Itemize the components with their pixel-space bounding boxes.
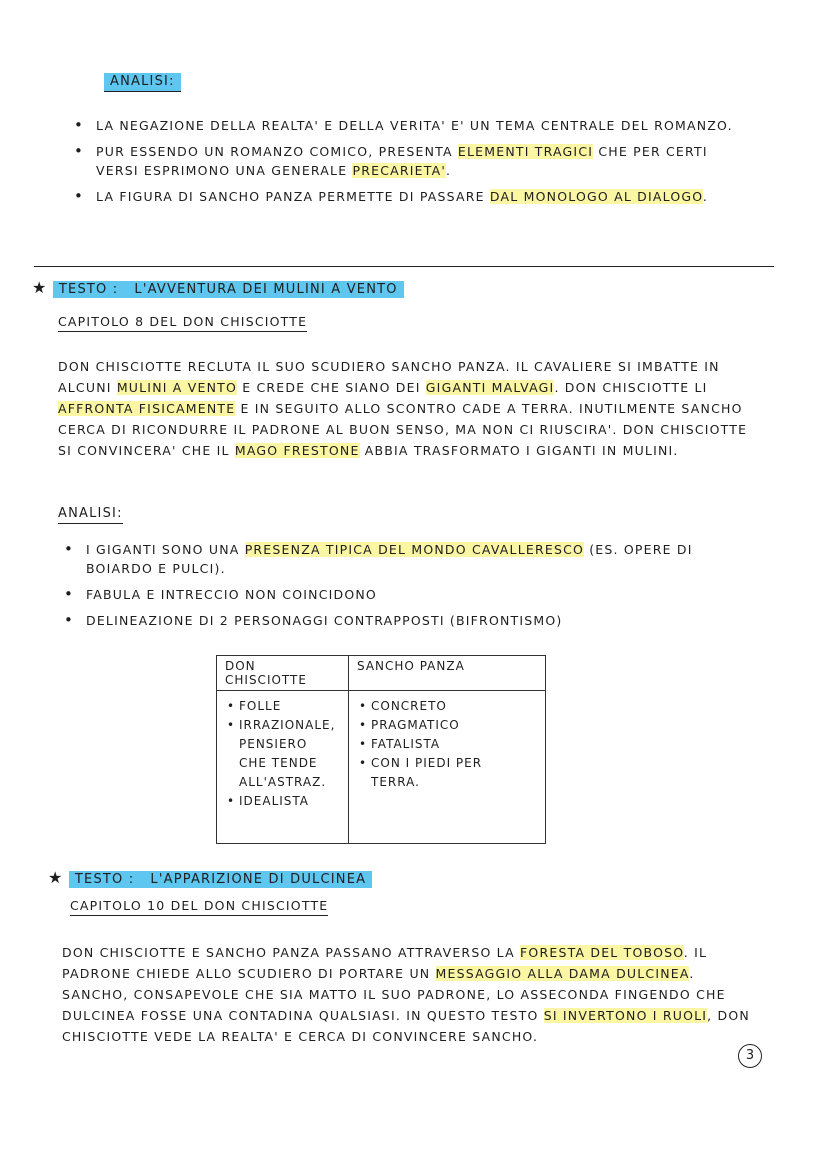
analisi-list-1: [74, 116, 736, 213]
chapter-1: CAPITOLO 8 DEL DON CHISCIOTTE: [58, 314, 307, 329]
analisi-list-2: [64, 540, 726, 637]
bullet-icon: •: [74, 116, 85, 134]
testo-2-paragraph: DON CHISCIOTTE E SANCHO PANZA PASSANO ATTRAVERSO LA FORESTA DEL TOBOSO. IL PADRONE CHIEDE ALLO SCUDIERO DI PORTARE UN MESSAGGIO ALLA DAMA DULCINEA. SANCHO, CONSAPEVOLE CHE SIA MATTO IL SUO PADRONE, LO ASSECONDA FINGENDO CHE DULCINEA FOSSE UNA CONTADINA QUALSIASI. IN QUESTO TESTO SI INVERTONO I RUOLI, DON CHISCIOTTE VEDE LA REALTA' E CERCA DI CONVINCERE SANCHO.: [62, 945, 750, 1044]
page-number: 3: [738, 1044, 762, 1068]
list-item: • LA FIGURA DI SANCHO PANZA PERMETTE DI PASSARE DAL MONOLOGO AL DIALOGO.: [74, 187, 708, 205]
bullet-icon: •: [64, 540, 75, 558]
bullet-icon: •: [64, 585, 75, 603]
testo-2-heading: [48, 868, 372, 887]
analisi-heading-2: ANALISI:: [58, 506, 123, 521]
chapter-2: CAPITOLO 10 DEL DON CHISCIOTTE: [70, 898, 328, 913]
table-cell-don-chisciotte: [217, 691, 349, 844]
testo-label: TESTO :: [58, 282, 119, 297]
list-item: • FOLLE: [227, 699, 282, 713]
section-divider: [34, 266, 774, 267]
list-item: • FABULA E INTRECCIO NON COINCIDONO: [64, 585, 377, 603]
comparison-table: [216, 655, 546, 844]
list-item: • I GIGANTI SONO UNA PRESENZA TIPICA DEL MONDO CAVALLERESCO (ES. OPERE DI BOIARDO E PULCI).: [64, 540, 693, 576]
comparison-table-wrap: [216, 655, 546, 844]
analisi-heading-1: ANALISI:: [104, 74, 181, 89]
table-cell-sancho-panza: [349, 691, 546, 844]
list-item: • IDEALISTA: [227, 794, 310, 808]
bullet-icon: •: [64, 611, 75, 629]
star-icon: ★: [48, 868, 64, 887]
testo-title: L'AVVENTURA DEI MULINI A VENTO: [134, 282, 398, 297]
list-item: • IRRAZIONALE, PENSIERO CHE TENDE ALL'ASTRAZ.: [227, 718, 336, 789]
bullet-icon: •: [74, 187, 85, 205]
table-header-sancho-panza: SANCHO PANZA: [349, 656, 546, 691]
list-item: • PUR ESSENDO UN ROMANZO COMICO, PRESENTA ELEMENTI TRAGICI CHE PER CERTI VERSI ESPRIMONO UNA GENERALE PRECARIETA'.: [74, 142, 708, 178]
bullet-icon: •: [74, 142, 85, 160]
testo-1-paragraph: DON CHISCIOTTE RECLUTA IL SUO SCUDIERO SANCHO PANZA. IL CAVALIERE SI IMBATTE IN ALCUNI MULINI A VENTO E CREDE CHE SIANO DEI GIGANTI MALVAGI. DON CHISCIOTTE LI AFFRONTA FISICAMENTE E IN SEGUITO ALLO SCONTRO CADE A TERRA. INUTILMENTE SANCHO CERCA DI RICONDURRE IL PADRONE AL BUON SENSO, MA NON CI RIUSCIRA'. DON CHISCIOTTE SI CONVINCERA' CHE IL MAGO FRESTONE ABBIA TRASFORMATO I GIGANTI IN MULINI.: [58, 359, 748, 458]
testo-label: TESTO :: [74, 872, 135, 887]
list-item: • CON I PIEDI PER TERRA.: [359, 756, 483, 789]
list-item: • PRAGMATICO: [359, 718, 460, 732]
star-icon: ★: [32, 278, 48, 297]
list-item: • DELINEAZIONE DI 2 PERSONAGGI CONTRAPPOSTI (BIFRONTISMO): [64, 611, 563, 629]
testo-1-heading: [32, 278, 404, 297]
table-header-don-chisciotte: DON CHISCIOTTE: [217, 656, 349, 691]
list-item: • CONCRETO: [359, 699, 447, 713]
list-item: • LA NEGAZIONE DELLA REALTA' E DELLA VERITA' E' UN TEMA CENTRALE DEL ROMANZO.: [74, 116, 733, 134]
list-item: • FATALISTA: [359, 737, 441, 751]
testo-title: L'APPARIZIONE DI DULCINEA: [150, 872, 367, 887]
